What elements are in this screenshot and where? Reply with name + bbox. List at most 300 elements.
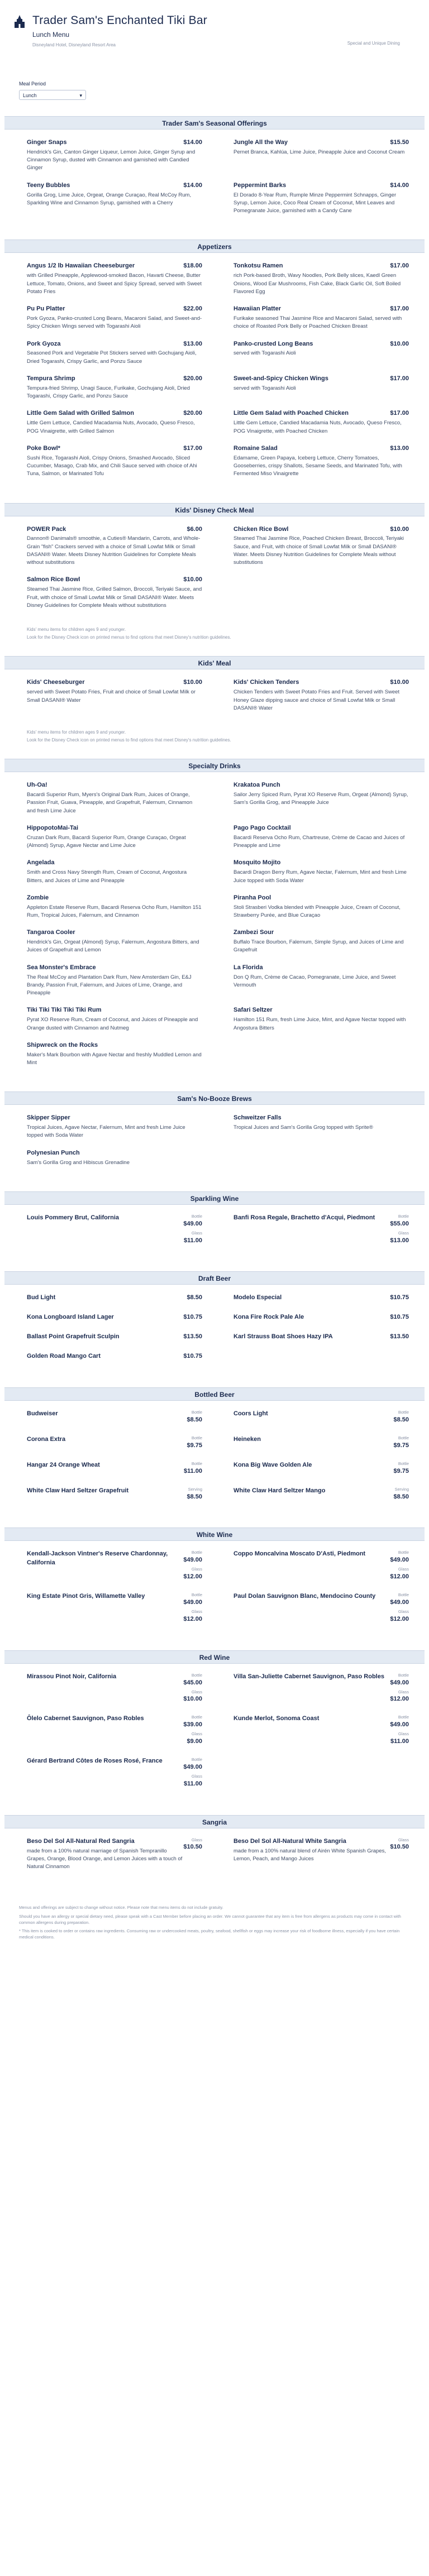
item-price: $10.00 [390,340,409,347]
price-label: Glass [398,1731,409,1737]
section-title: Sparkling Wine [4,1191,425,1205]
menu-item [27,894,202,920]
menu-item [233,859,409,884]
price-label: Glass [398,1608,409,1614]
price-value: $49.00 [183,1763,202,1770]
price-value: $11.00 [390,1738,409,1745]
drink-item [27,1757,202,1790]
item-grid [4,1285,425,1380]
menu-item [27,576,202,610]
price-label: Bottle [398,1550,409,1555]
price-value: $10.75 [390,1314,409,1321]
chevron-down-icon: ▾ [79,93,82,99]
item-name: POWER Pack [27,525,66,533]
item-prices [390,1673,409,1706]
item-name: Gérard Bertrand Côtes de Roses Rosé, France [27,1757,163,1764]
drink-section [4,1815,425,1888]
item-header [27,1461,202,1478]
price-value: $8.50 [393,1493,409,1500]
item-description: Bacardi Reserva Ocho Rum, Chartreuse, Crème de Cacao and Juices of Pineapple and Lime [233,834,405,849]
item-name: Hawaiian Platter [233,305,281,313]
item-description: made from a 100% natural blend of Airén White Spanish Grapes, Lemon, Peach, and Mango Juices [233,1847,387,1862]
item-header [233,1715,409,1748]
item-header [233,444,409,453]
item-name: HippopotoMai-Tai [27,824,79,831]
item-header [27,1715,202,1748]
item-header [27,340,202,349]
drink-item [233,1673,409,1706]
item-grid [4,516,425,627]
item-prices [187,1487,202,1504]
item-header [27,1006,202,1015]
item-prices [183,1333,202,1343]
price-value: $49.00 [390,1557,409,1564]
price-value: $12.00 [390,1615,409,1622]
item-grid [4,1664,425,1807]
item-name: Schweitzer Falls [233,1114,282,1122]
item-grid [4,253,425,495]
drink-item [233,1313,409,1324]
item-price: $13.00 [390,444,409,452]
item-name: Jungle All the Way [233,139,288,146]
item-header [27,375,202,384]
section-notes [4,626,425,648]
item-name: Louis Pommery Brut, California [27,1214,120,1221]
item-header [27,409,202,418]
item-info [27,1435,65,1444]
price-value: $11.00 [183,1467,202,1474]
item-price: $17.00 [183,444,202,452]
price-value: $49.00 [390,1679,409,1686]
item-name: Ôlelo Cabernet Sauvignon, Paso Robles [27,1715,144,1722]
item-header [233,678,409,687]
item-name: Teeny Bubbles [27,181,70,189]
item-description: Bacardi Dragon Berry Rum, Agave Nectar, Falernum, Mint and fresh Lime Juice topped with Soda Water [233,869,407,884]
item-name: Krakatoa Punch [233,782,280,789]
item-name: Budweiser [27,1410,58,1418]
section-notes [4,729,425,751]
item-description: Pork Gyoza, Panko-crusted Long Beans, Macaroni Salad, and Sweet-and-Spicy Chicken Wings served with Togarashi Aioli [27,315,202,330]
item-description: served with Togarashi Aioli [233,350,296,357]
meal-period-label: Meal Period [19,81,46,87]
item-header [27,444,202,453]
item-header [27,894,202,903]
price-value: $10.75 [390,1294,409,1301]
section-title: Bottled Beer [4,1387,425,1401]
item-description: Sam's Gorilla Grog and Hibiscus Grenadine [27,1159,130,1166]
item-name: Safari Seltzer [233,1007,273,1014]
drink-item [233,1294,409,1304]
item-info [233,1435,261,1444]
drink-section [4,1528,425,1642]
item-price: $18.00 [183,262,202,270]
item-name: Shipwreck on the Rocks [27,1041,98,1048]
item-name: Sea Monster's Embrace [27,964,96,971]
price-value: $9.75 [187,1442,202,1449]
item-header [233,894,409,903]
item-name: White Claw Hard Seltzer Mango [233,1487,326,1494]
footer-text: * This item is cooked to order or contains raw ingredients. Consuming raw or undercooked meats, poultry, seafood, shellfish or eggs may increase your risk of foodborne illness, especially if you have certain medical conditions. [19,1928,400,1940]
price-value: $10.75 [183,1353,202,1360]
drink-item [233,1837,409,1871]
menu-item [27,181,202,216]
menu-item [27,781,202,815]
menu-item [233,375,409,400]
menu-section [4,1091,425,1184]
item-description: Pernet Branca, Kahlúa, Lime Juice, Pineapple Juice and Coconut Cream [233,149,405,155]
section-spacer [0,232,429,240]
menu-item [27,444,202,478]
drink-item [27,1294,202,1304]
item-price: $20.00 [183,410,202,417]
drink-item [233,1461,409,1478]
item-description: Seasoned Pork and Vegetable Pot Stickers served with Gochujang Aioli, Dried Togarashi, Crispy Garlic, and Ponzu Sauce [27,350,197,365]
item-header [27,138,202,147]
item-prices [393,1461,409,1478]
item-header [233,781,409,790]
drink-item [27,1435,202,1452]
item-name: Heineken [233,1436,261,1443]
item-description: Furikake seasoned Thai Jasmine Rice and Macaroni Salad, served with choice of Roasted Pork Belly or Poached Chicken Breast [233,315,402,330]
item-header [27,1837,202,1871]
price-label: Bottle [398,1461,409,1466]
price-label: Bottle [398,1672,409,1678]
section-spacer [0,1084,429,1091]
price-value: $10.50 [183,1844,202,1851]
section-title: Appetizers [4,240,425,253]
item-header [233,859,409,868]
item-name: Paul Dolan Sauvignon Blanc, Mendocino County [233,1593,376,1600]
item-description: El Dorado 8-Year Rum, Rumple Minze Peppermint Schnapps, Ginger Syrup, Lemon Juice, Coco Real Cream of Coconut, Mint Leaves and Pomegranate Juice, garnished with a Candy Cane [233,191,397,214]
item-info [27,1461,100,1470]
item-prices [187,1435,202,1452]
item-header [233,262,409,271]
menu-item [233,340,409,366]
item-name: Panko-crusted Long Beans [233,340,313,347]
item-name: Corona Extra [27,1436,66,1443]
item-description: Tropical Juices and Sam's Gorilla Grog topped with Sprite® [233,1124,373,1131]
drink-item [27,1673,202,1706]
item-info [233,1673,384,1682]
menu-item [27,340,202,366]
item-description: Tropical Juices, Agave Nectar, Falernum, Mint and fresh Lime Juice topped with Soda Water [27,1124,185,1139]
price-label: Glass [398,1230,409,1236]
item-name: Coors Light [233,1410,268,1418]
item-header [233,1550,409,1583]
item-price: $13.00 [183,340,202,347]
price-value: $9.75 [393,1467,409,1474]
item-info [27,1214,119,1223]
item-grid [4,1205,425,1264]
price-label: Bottle [191,1756,202,1762]
footer-text: Menus and offerings are subject to change without notice. Please note that menu items do not include gratuity. [19,1905,223,1911]
menu-subtitle: Lunch Menu [32,31,70,39]
item-price: $10.00 [390,525,409,533]
item-prices [393,1487,409,1504]
menu-section [4,503,425,649]
price-value: $11.00 [183,1237,202,1244]
price-value: $8.50 [393,1416,409,1424]
item-info [233,1837,390,1863]
note-text: Look for the Disney Check icon on printed menus to find options that meet Disney's nutrition guidelines. [27,634,231,640]
item-info [233,1592,375,1601]
item-prices [183,1715,202,1748]
item-description: served with Togarashi Aioli [233,385,296,391]
item-name: Peppermint Barks [233,181,287,189]
menu-item [233,964,409,998]
item-name: Skipper Sipper [27,1114,70,1122]
menu-item [233,305,409,331]
item-description: Steamed Thai Jasmine Rice, Grilled Salmon, Broccoli, Teriyaki Sauce, and Fruit, with choice of Small Lowfat Milk or Small DASANI® Water. Meets Disney Guidelines for Complete Meals without substitutions [27,586,202,609]
price-label: Glass [398,1837,409,1842]
price-label: Bottle [398,1435,409,1440]
item-name: Angelada [27,859,55,866]
item-prices [183,1592,202,1626]
menu-sections [0,116,429,1191]
price-value: $8.50 [187,1416,202,1424]
item-header [27,859,202,868]
item-prices [183,1837,202,1854]
item-description: Maker's Mark Bourbon with Agave Nectar and freshly Muddled Lemon and Mint [27,1051,202,1066]
item-header [233,138,409,147]
dining-type: Special and Unique Dining [347,41,400,46]
section-spacer [0,648,429,656]
item-info [27,1837,183,1871]
drink-item [233,1592,409,1626]
item-name: Kona Longboard Island Lager [27,1314,114,1321]
item-description: Bacardi Superior Rum, Myers's Original Dark Rum, Juices of Orange, Passion Fruit, Guava, Pineapple, and Grapefruit, Falernum, Cinnamon and fresh Lime Juice [27,792,193,814]
item-header [233,525,409,534]
price-label: Bottle [191,1213,202,1219]
drink-section [4,1650,425,1807]
item-header [233,305,409,314]
drink-item [233,1333,409,1343]
item-header [233,375,409,384]
item-name: Kona Big Wave Golden Ale [233,1461,312,1468]
item-header [27,1410,202,1426]
drink-item [27,1487,202,1504]
item-prices [390,1333,409,1343]
item-description: Cruzan Dark Rum, Bacardi Superior Rum, Orange Curaçao, Orgeat (Almond) Syrup, Agave Nectar and Lime Juice [27,834,186,849]
menu-item [27,1006,202,1032]
item-description: Smith and Cross Navy Strength Rum, Cream of Coconut, Angostura Bitters, and Juices of Lime and Pineapple [27,869,187,884]
item-price: $10.00 [183,576,202,583]
item-prices [393,1435,409,1452]
item-header [233,1410,409,1426]
item-info [233,1214,375,1223]
section-spacer [0,1184,429,1191]
item-name: Little Gem Salad with Poached Chicken [233,410,349,417]
item-header [27,1041,202,1050]
item-header [233,1673,409,1706]
item-prices [183,1757,202,1790]
price-value: $12.00 [183,1615,202,1622]
item-header [27,1487,202,1504]
item-name: Zambezi Sour [233,929,274,936]
section-title: Kids' Disney Check Meal [4,503,425,516]
item-header [27,181,202,190]
price-label: Glass [191,1689,202,1694]
section-spacer [0,1520,429,1528]
item-price: $17.00 [390,305,409,313]
section-title: Kids' Meal [4,656,425,669]
price-label: Bottle [191,1550,202,1555]
item-name: Kendall-Jackson Vintner's Reserve Chardonnay, California [27,1550,168,1567]
item-info [27,1410,58,1419]
item-prices [183,1550,202,1583]
item-name: Villa San-Juliette Cabernet Sauvignon, Paso Robles [233,1673,384,1680]
item-header [27,964,202,973]
item-header [27,1294,202,1304]
item-name: Karl Strauss Boat Shoes Hazy IPA [233,1333,333,1340]
item-name: Ginger Snaps [27,139,67,146]
price-label: Bottle [191,1715,202,1720]
item-name: Hangar 24 Orange Wheat [27,1461,100,1468]
price-label: Glass [398,1567,409,1572]
item-info [233,1313,304,1322]
item-prices [187,1294,202,1304]
price-label: Bottle [191,1672,202,1678]
drink-item [27,1352,202,1363]
footer-text: Should you have an allergy or special dietary need, please speak with a Cast Member before placing an order. We cannot guarantee that any item is free from allergens as products may come in contact with common allergens during preparation. [19,1913,401,1925]
price-label: Bottle [398,1410,409,1415]
item-header [27,576,202,585]
item-prices [183,1313,202,1324]
item-header [233,1214,409,1247]
menu-item [27,525,202,567]
price-value: $9.00 [187,1738,202,1745]
item-description: Sailor Jerry Spiced Rum, Pyrat XO Reserve Rum, Orgeat (Almond) Syrup, Sam's Gorilla Grog, and Pineapple Juice [233,792,408,806]
item-name: Kunde Merlot, Sonoma Coast [233,1715,320,1722]
price-label: Glass [191,1608,202,1614]
item-prices [390,1313,409,1324]
item-prices [390,1550,409,1583]
menu-item [233,928,409,954]
mickey-castle-icon [13,15,26,29]
page-title: Trader Sam's Enchanted Tiki Bar [32,14,207,27]
location-link[interactable]: Disneyland Hotel, Disneyland Resort Area [32,42,116,47]
item-header [27,525,202,534]
section-spacer [0,1380,429,1387]
note-text: Look for the Disney Check icon on printed menus to find options that meet Disney's nutrition guidelines. [27,737,231,743]
menu-section [4,240,425,495]
item-name: Polynesian Punch [27,1149,80,1156]
item-header [233,1592,409,1626]
drink-section [4,1271,425,1380]
drink-item [27,1410,202,1426]
item-header [233,1006,409,1015]
drink-item [27,1715,202,1748]
item-name: Poke Bowl* [27,444,60,452]
item-price: $10.00 [390,679,409,686]
meal-period-select[interactable] [19,90,86,100]
section-title: Draft Beer [4,1271,425,1285]
item-description: Little Gem Lettuce, Candied Macadamia Nuts, Avocado, Queso Fresco, POG Vinaigrette, with Poached Chicken [233,420,402,434]
item-price: $17.00 [390,375,409,382]
item-header [27,1333,202,1343]
menu-item [27,375,202,400]
menu-item [27,262,202,296]
item-description: Hamilton 151 Rum, fresh Lime Juice, Mint, and Agave Nectar topped with Angostura Bitters [233,1017,406,1031]
item-info [27,1294,55,1303]
item-prices [187,1410,202,1426]
item-header [27,1757,202,1790]
price-value: $49.00 [183,1220,202,1227]
item-info [27,1487,128,1496]
drink-item [233,1214,409,1247]
section-spacer [0,1263,429,1271]
price-label: Bottle [398,1715,409,1720]
menu-item [233,444,409,478]
footer-notes [0,1895,429,1953]
menu-item [27,859,202,884]
item-name: White Claw Hard Seltzer Grapefruit [27,1487,129,1494]
item-description: Dannon® Danimals® smoothie, a Cuties® Mandarin, Carrots, and Whole-Grain "fish" Crackers served with a choice of Small Lowfat Milk or Small DASANI® Water. Meets Disney Nutrition Guidelines for Complete Meals without substitutions [27,535,201,566]
item-description: Stoli Strasberi Vodka blended with Pineapple Juice, Cream of Coconut, Strawberry Purée, and Blue Curaçao [233,904,401,918]
drink-item [233,1550,409,1583]
item-info [233,1461,312,1470]
item-name: Salmon Rice Bowl [27,576,80,583]
menu-item [233,1114,409,1139]
item-name: Kids' Chicken Tenders [233,679,299,686]
item-description: Appleton Estate Reserve Rum, Bacardi Reserva Ocho Rum, Hamilton 151 Rum, Tropical Juices, Falernum, and Cinnamon [27,904,202,918]
item-header [27,1114,202,1123]
price-label: Glass [191,1837,202,1842]
item-header [233,1461,409,1478]
item-header [27,824,202,833]
item-name: La Florida [233,964,263,971]
item-info [27,1550,183,1568]
item-header [233,1837,409,1863]
item-info [27,1333,120,1342]
item-price: $10.00 [183,679,202,686]
item-name: Sweet-and-Spicy Chicken Wings [233,375,328,382]
drink-item [233,1410,409,1426]
item-prices [183,1673,202,1706]
page-header [0,0,429,56]
price-value: $8.50 [187,1294,202,1301]
item-name: Tempura Shrimp [27,375,75,382]
item-price: $17.00 [390,262,409,270]
drink-item [27,1837,202,1871]
menu-item [233,138,409,173]
item-info [233,1715,319,1723]
price-label: Glass [191,1731,202,1737]
item-description: Don Q Rum, Crème de Cacao, Pomegranate, Lime Juice, and Sweet Vermouth [233,974,396,988]
item-info [27,1352,101,1361]
item-name: Chicken Rice Bowl [233,525,289,533]
item-header [233,409,409,418]
item-header [27,1313,202,1324]
section-spacer [0,495,429,503]
item-header [27,1352,202,1363]
drink-item [233,1715,409,1748]
menu-item [233,262,409,296]
price-value: $10.00 [183,1696,202,1703]
item-name: Banfi Rosa Regale, Brachetto d'Acqui, Piedmont [233,1214,375,1221]
item-header [233,1294,409,1304]
item-name: Pu Pu Platter [27,305,65,313]
item-grid [4,669,425,729]
item-name: Beso Del Sol All-Natural White Sangria [233,1837,346,1845]
menu-item [27,928,202,954]
item-name: Mosquito Mojito [233,859,281,866]
drink-section [4,1191,425,1264]
item-description: served with Sweet Potato Fries, Fruit and choice of Small Lowfat Milk or Small DASANI® Water [27,689,196,703]
item-description: Little Gem Lettuce, Candied Macadamia Nuts, Avocado, Queso Fresco, POG Vinaigrette, with Grilled Salmon [27,420,195,434]
price-value: $49.00 [183,1557,202,1564]
item-name: Beso Del Sol All-Natural Red Sangria [27,1837,135,1845]
